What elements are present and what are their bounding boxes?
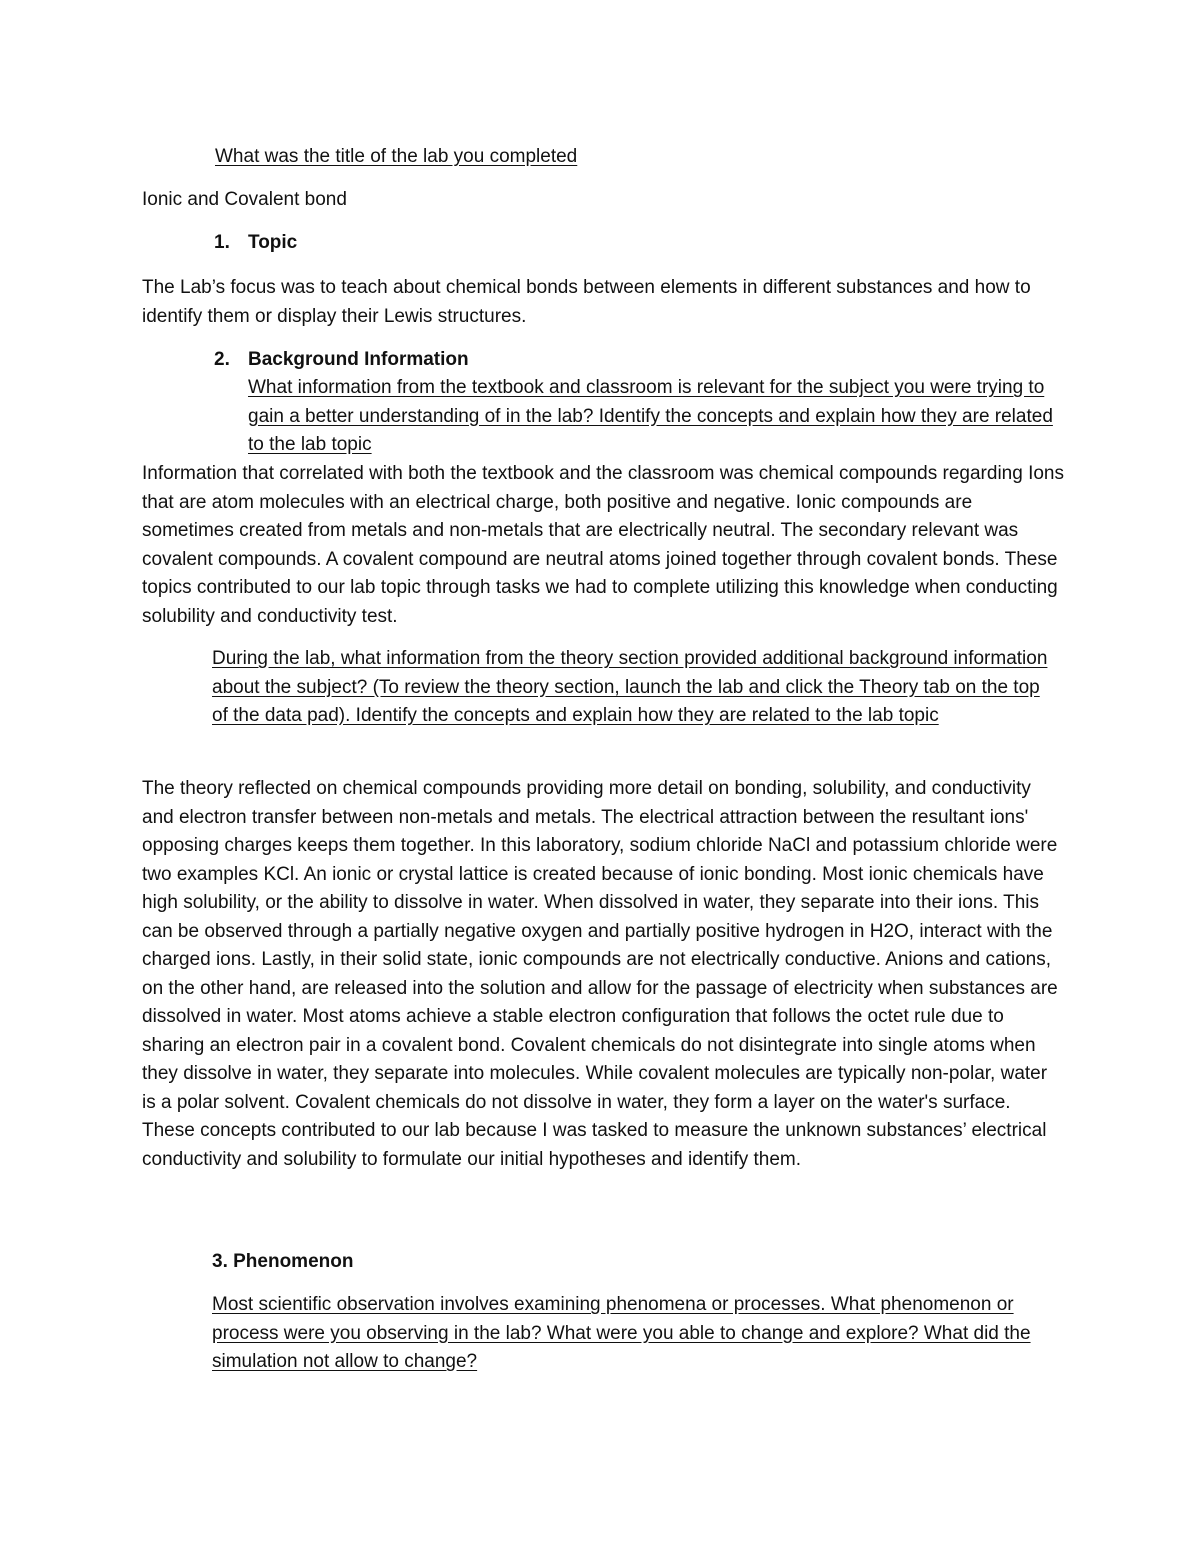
section-1-title: Topic (248, 232, 298, 253)
section-3-prompt: Most scientific observation involves examining phenomena or processes. What phenomenon or process were you observing in the lab? What were you able to change and explore? What did the simulation not allow to change? (212, 1294, 1031, 1372)
lab-title: Ionic and Covalent bond (142, 189, 347, 210)
section-1-body: The Lab’s focus was to teach about chemical bonds between elements in different substances and how to identify them or display their Lewis structures. (142, 277, 1031, 327)
section-2-heading (214, 346, 814, 375)
title-question: What was the title of the lab you completed (215, 146, 578, 167)
section-1-heading (214, 229, 814, 258)
section-2-answer-2: The theory reflected on chemical compounds providing more detail on bonding, solubility, and conductivity and electron transfer between non-metals and metals. The electrical attraction between the resultant ions' opposing charges keeps them together. In this laboratory, sodium chloride NaCl and potassium chloride were two examples KCl. An ionic or crystal lattice is created because of ionic bonding. Most ionic chemicals have high solubility, or the ability to dissolve in water. When dissolved in water, they separate into their ions. This can be observed through a partially negative oxygen and partially positive hydrogen in H2O, interact with the charged ions. Lastly, in their solid state, ionic compounds are not electrically conductive. Anions and cations, on the other hand, are released into the solution and allow for the passage of electricity when substances are dissolved in water. Most atoms achieve a stable electron configuration that follows the octet rule due to sharing an electron pair in a covalent bond. Covalent chemicals do not disintegrate into single atoms when they dissolve in water, they separate into molecules. While covalent molecules are typically non-polar, water is a polar solvent. Covalent chemicals do not dissolve in water, they form a layer on the water's surface. These concepts contributed to our lab because I was tasked to measure the unknown substances’ electrical conductivity and solubility to formulate our initial hypotheses and identify them. (142, 778, 1058, 1170)
section-2-number: 2. (214, 349, 230, 370)
section-3-heading: 3. Phenomenon (212, 1251, 354, 1272)
section-2-answer-1: Information that correlated with both the textbook and the classroom was chemical compounds regarding Ions that are atom molecules with an electrical charge, both positive and negative. Ionic compounds are sometimes created from metals and non-metals that are electrically neutral. The secondary relevant was covalent compounds. A covalent compound are neutral atoms joined together through covalent bonds. These topics contributed to our lab topic through tasks we had to complete utilizing this knowledge when conducting solubility and conductivity test. (142, 463, 1065, 627)
section-1-number: 1. (214, 232, 230, 253)
section-2-title: Background Information (248, 349, 469, 370)
section-2-prompt-2: During the lab, what information from the theory section provided additional background information about the subject? (To review the theory section, launch the lab and click the Theory tab on the top of the data pad). Identify the concepts and explain how they are related to the lab topic (212, 648, 1048, 726)
section-2-prompt-1: What information from the textbook and classroom is relevant for the subject you were trying to gain a better understanding of in the lab? Identify the concepts and explain how they are related to the lab topic (248, 377, 1053, 455)
